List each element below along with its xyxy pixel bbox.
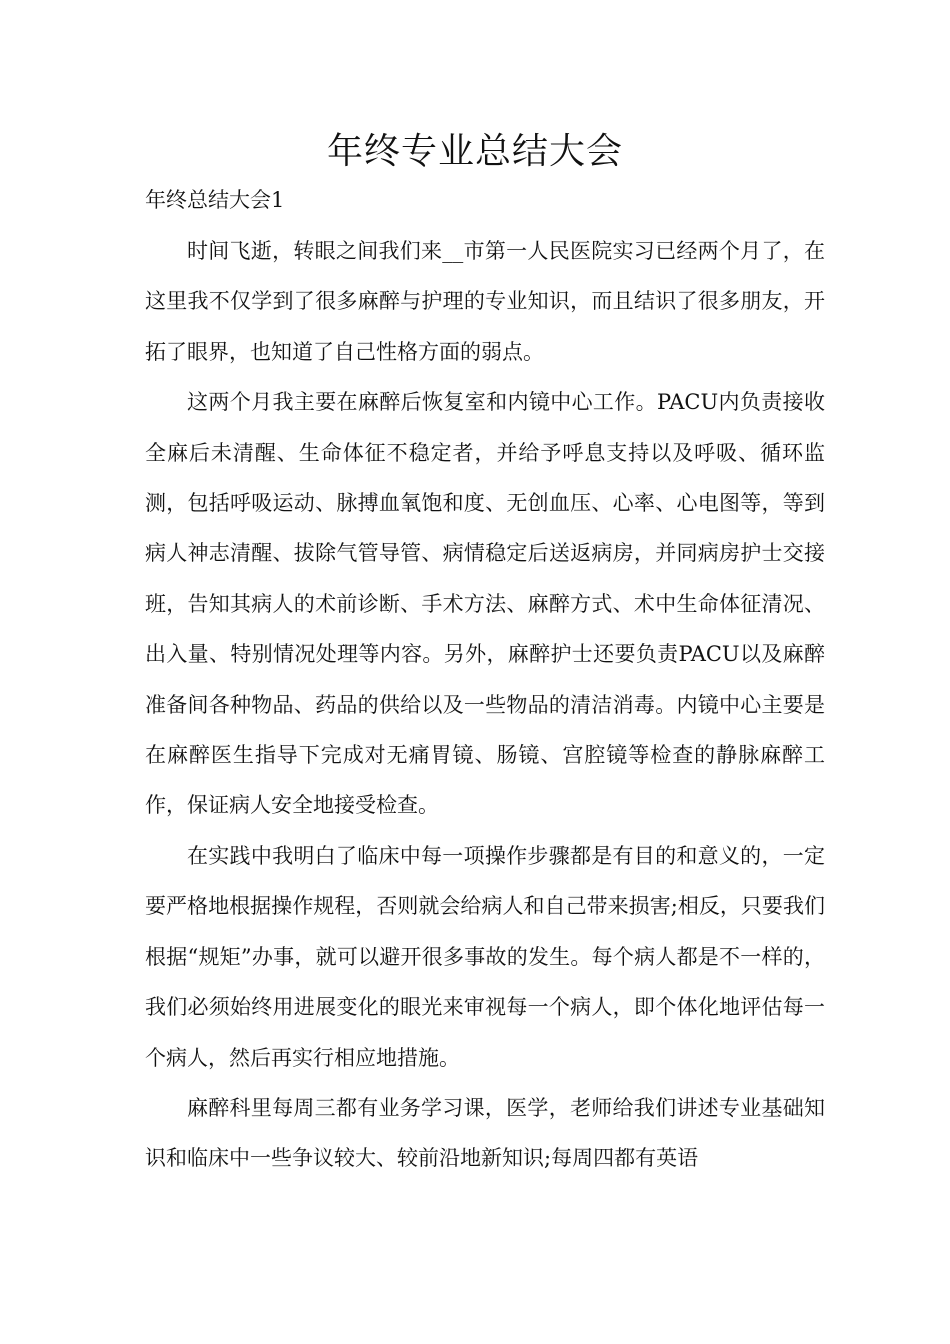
paragraph: 这两个月我主要在麻醉后恢复室和内镜中心工作。PACU内负责接收全麻后未清醒、生命体征不稳定者，并给予呼息支持以及呼吸、循环监测，包括呼吸运动、脉搏血氧饱和度、无创血压、心率、心电图等，等到病人神志清醒、拔除气管导管、病情稳定后送返病房，并同病房护士交接班，告知其病人的术前诊断、手术方法、麻醉方式、术中生命体征清况、出入量、特别情况处理等内容。另外，麻醉护士还要负责PACU以及麻醉准备间各种物品、药品的供给以及一些物品的清洁消毒。内镜中心主要是在麻醉医生指导下完成对无痛胃镜、肠镜、宫腔镜等检查的静脉麻醉工作，保证病人安全地接受检查。 (145, 390, 825, 818)
paragraph: 在实践中我明白了临床中每一项操作步骤都是有目的和意义的，一定要严格地根据操作规程，否则就会给病人和自己带来损害;相反，只要我们根据“规矩”办事，就可以避开很多事故的发生。每个病人都是不一样的，我们必须始终用进展变化的眼光来审视每一个病人，即个体化地评估每一个病人，然后再实行相应地措施。 (145, 843, 825, 1070)
document-body (145, 226, 825, 1184)
paragraph: 麻醉科里每周三都有业务学习课，医学，老师给我们讲述专业基础知识和临床中一些争议较大、较前沿地新知识;每周四都有英语 (145, 1095, 825, 1171)
document-subtitle: 年终总结大会1 (145, 188, 285, 212)
document-title: 年终专业总结大会 (326, 131, 623, 172)
paragraph: 时间飞逝，转眼之间我们来__市第一人民医院实习已经两个月了，在这里我不仅学到了很多麻醉与护理的专业知识，而且结识了很多朋友，开拓了眼界，也知道了自己性格方面的弱点。 (145, 239, 825, 364)
